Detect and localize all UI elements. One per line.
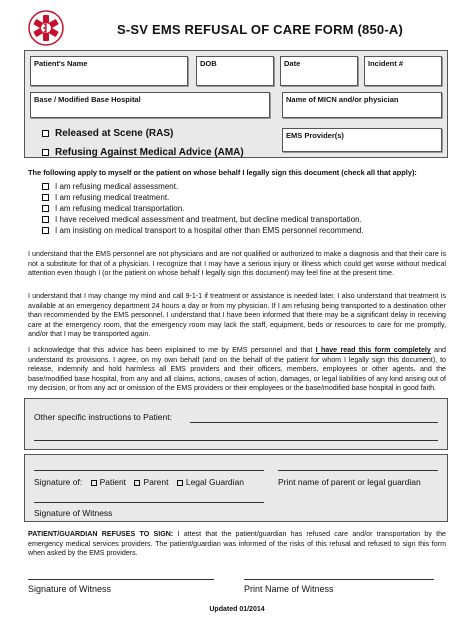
patient-checkbox[interactable] [91, 480, 97, 486]
hospital-field[interactable] [30, 92, 270, 118]
refusal-checkbox[interactable] [42, 227, 49, 234]
refusal-option-label: I am insisting on medical transport to a hospital other than EMS personnel recommend. [55, 226, 364, 235]
refusal-checkbox[interactable] [42, 216, 49, 223]
refusal-option-label: I am refusing medical assessment. [55, 182, 179, 191]
instructions-line-2[interactable] [34, 440, 438, 441]
ems-providers-field[interactable] [282, 128, 442, 152]
dob-field[interactable] [196, 56, 274, 86]
released-checkbox[interactable] [42, 130, 49, 137]
released-at-scene-option[interactable] [42, 128, 173, 139]
legal-guardian-checkbox[interactable] [177, 480, 183, 486]
refusal-checkbox[interactable] [42, 194, 49, 201]
read-form-text: I have read this form completely [315, 346, 431, 354]
refusal-option-label: I am refusing medical treatment. [55, 193, 170, 202]
refuses-to-sign-text: I attest that the patient/guardian has refused care and/or transportation by the emergency medical services providers. The patient/guardian was informed of the risks of this refusal and refused to sign this form when asked by the EMS providers. [28, 530, 446, 557]
refusal-option-label: I have received medical assessment and treatment, but decline medical transportation. [55, 215, 362, 224]
acknowledge-text: I acknowledge that this advice has been explained to me by EMS personnel and that [28, 346, 316, 354]
bottom-witness-name-line[interactable] [244, 579, 434, 580]
ems-star-of-life-logo [28, 10, 64, 46]
refuses-to-sign-heading: PATIENT/GUARDIAN REFUSES TO SIGN: [28, 530, 174, 538]
bottom-witness-signature-line[interactable] [28, 579, 214, 580]
micn-field[interactable] [282, 92, 442, 118]
ama-label: Refusing Against Medical Advice (AMA) [55, 147, 244, 158]
witness-signature-line[interactable] [34, 502, 264, 503]
patient-name-field[interactable] [30, 56, 188, 86]
date-field[interactable] [280, 56, 358, 86]
form-title: S-SV EMS REFUSAL OF CARE FORM (850-A) [117, 22, 403, 37]
print-name-line[interactable] [278, 470, 438, 471]
incident-label: Incident # [368, 59, 404, 68]
ama-checkbox[interactable] [42, 149, 49, 156]
micn-label: Name of MICN and/or physician [286, 95, 399, 104]
refusal-option[interactable] [42, 214, 442, 225]
dob-label: DOB [200, 59, 217, 68]
refusal-options-list [42, 181, 442, 236]
refusal-checkbox[interactable] [42, 205, 49, 212]
refuses-to-sign-statement [28, 530, 446, 559]
parent-checkbox[interactable] [134, 480, 140, 486]
signature-of-label: Signature of: [34, 477, 83, 487]
signature-of-row [34, 477, 244, 487]
print-name-label: Print name of parent or legal guardian [278, 477, 421, 487]
bottom-witness-name-label: Print Name of Witness [244, 584, 334, 594]
instructions-label: Other specific instructions to Patient: [34, 412, 172, 422]
patient-label: Patient [99, 477, 127, 487]
bottom-witness-signature-label: Signature of Witness [28, 584, 112, 594]
refusal-option[interactable] [42, 225, 442, 236]
disclaimer-paragraph-3 [28, 346, 446, 394]
parent-label: Parent [143, 477, 169, 487]
refusal-option[interactable] [42, 181, 442, 192]
ems-providers-label: EMS Provider(s) [286, 131, 344, 140]
instructions-section [24, 398, 448, 450]
disclaimer-paragraph-2: I understand that I may change my mind and call 9-1-1 if treatment or assistance is needed later. I also understand that treatment is available at an emergency department 24 hours a day or from my physician. If I am refusing being transported to a destination other than recommended by the EMS personnel, I understand that I have been informed that there may be a significant delay in receiving care at the emergency room, that the emergency room may lack the staff, equipment, beds or resources to care for me promptly, and/or that I may be transported again. [28, 292, 446, 338]
ama-option[interactable] [42, 147, 244, 158]
patient-name-label: Patient's Name [34, 59, 88, 68]
apply-heading: The following apply to myself or the patient on whose behalf I legally sign this document (check all that apply): [28, 168, 417, 177]
signature-line[interactable] [34, 470, 264, 471]
refusal-option[interactable] [42, 203, 442, 214]
updated-date: Updated 01/2014 [209, 606, 265, 613]
released-label: Released at Scene (RAS) [55, 128, 174, 139]
refusal-option[interactable] [42, 192, 442, 203]
witness-signature-label: Signature of Witness [34, 508, 113, 518]
legal-guardian-label: Legal Guardian [185, 477, 244, 487]
refusal-checkbox[interactable] [42, 183, 49, 190]
incident-number-field[interactable] [364, 56, 442, 86]
disclaimer-paragraph-1: I understand that the EMS personnel are not physicians and are not qualified or authorized to make a diagnosis and that their care is not a substitute for that of a physician. I recognize that I may have a serious injury or illness which could get worse without medical attention even though I (or the patient on whose behalf I legally sign this document) may feel fine at the present time. [28, 250, 446, 277]
hospital-label: Base / Modified Base Hospital [34, 95, 141, 104]
date-label: Date [284, 59, 301, 68]
instructions-line-1[interactable] [190, 422, 438, 423]
release-text: and understand its provisions. I agree, on my own behalf (and on the behalf of the patient for whom I legally sign this document), to release, indemnify and hold harmless all EMS providers and their officers, members, employees or other agents, and the base/modified base hospital, from any and all claims, actions, causes of action, damages, or legal liabilities of any kind arising out of my decision, or from any act or omission of the EMS providers or their employees or the base/modified base hospital in good faith. [28, 346, 446, 392]
refusal-option-label: I am refusing medical transportation. [55, 204, 185, 213]
